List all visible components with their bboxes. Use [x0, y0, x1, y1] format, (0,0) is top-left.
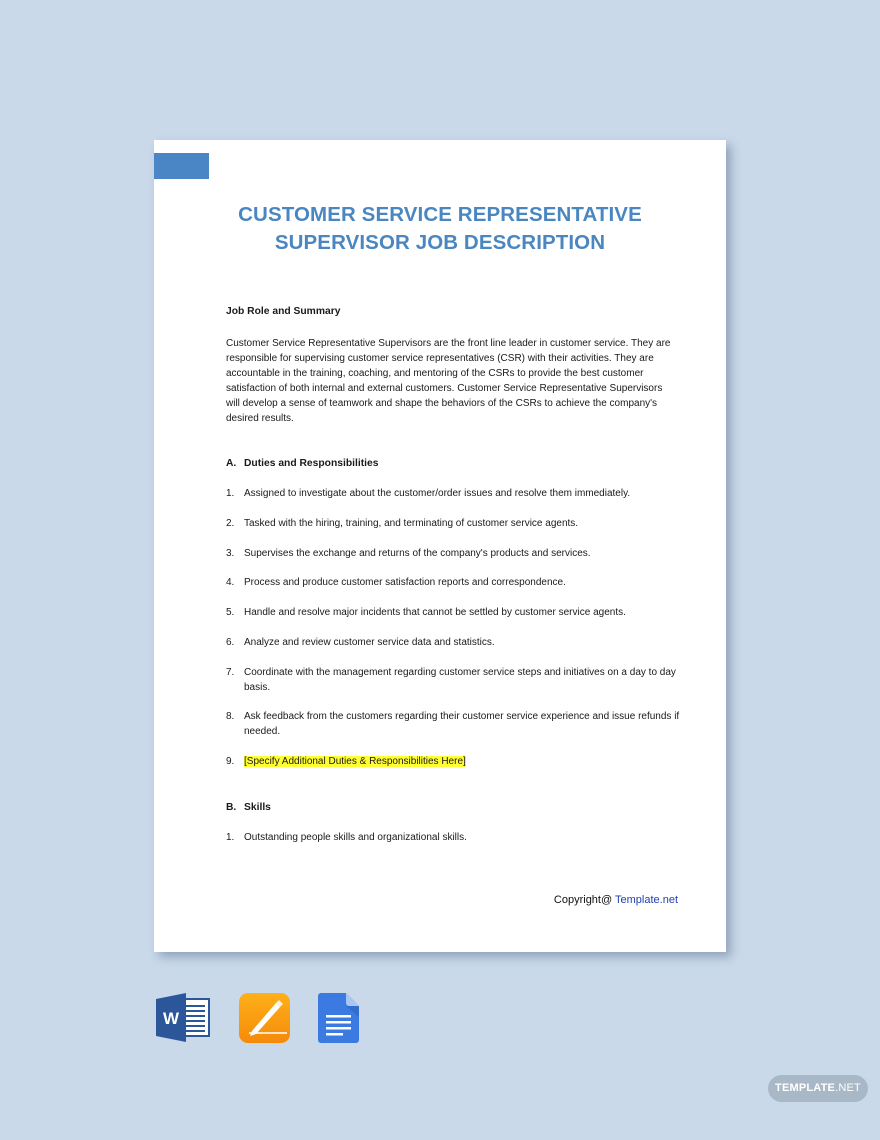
summary-line: will develop a sense of teamwork and shape the behaviors of the CSRs to achieve the company's — [226, 398, 658, 409]
summary-line: responsible for supervising customer service representatives (CSR) with their activities. They are — [226, 353, 654, 364]
summary-line: Customer Service Representative Supervisors are the front line leader in customer service. They are — [226, 338, 671, 349]
watermark-bold: TEMPLATE — [775, 1082, 836, 1094]
google-docs-icon[interactable] — [318, 993, 359, 1044]
summary-paragraph — [226, 336, 686, 426]
list-item — [226, 486, 686, 501]
copyright-prefix: Copyright@ — [553, 894, 616, 906]
placeholder-highlight: [Specify Additional Duties & Responsibilities Here] — [244, 756, 466, 767]
item-number: 6. — [226, 637, 235, 648]
section-title: Duties and Responsibilities — [244, 458, 379, 469]
item-text: Coordinate with the management regarding customer service steps and initiatives on a day to day basis. — [244, 667, 676, 693]
summary-line: desired results. — [226, 413, 294, 424]
list-item — [226, 665, 686, 695]
item-text: Supervises the exchange and returns of the company's products and services. — [244, 548, 591, 559]
template-net-link[interactable]: Template.net — [615, 894, 678, 906]
list-item — [226, 830, 686, 845]
item-text: Assigned to investigate about the customer/order issues and resolve them immediately. — [244, 488, 631, 499]
item-text: Tasked with the hiring, training, and terminating of customer service agents. — [244, 518, 579, 529]
summary-line: satisfaction of both internal and external customers. Customer Service Representative Supervisors — [226, 383, 663, 394]
summary-line: accountable in the training, coaching, and mentoring of the CSRs to provide the best customer — [226, 368, 644, 379]
apple-pages-icon[interactable] — [239, 993, 290, 1044]
item-text: Analyze and review customer service data and statistics. — [244, 637, 495, 648]
list-item — [226, 709, 686, 739]
watermark-light: .NET — [835, 1082, 861, 1094]
template-net-watermark[interactable] — [768, 1075, 868, 1102]
microsoft-word-icon[interactable] — [156, 993, 210, 1042]
list-item — [226, 635, 686, 650]
document-page — [154, 140, 726, 952]
accent-bar — [154, 153, 209, 179]
list-item — [226, 546, 686, 561]
skills-list — [226, 830, 686, 845]
item-number: 3. — [226, 548, 235, 559]
item-number: 8. — [226, 711, 235, 722]
item-number: 5. — [226, 607, 235, 618]
list-item — [226, 605, 686, 620]
duties-list — [226, 486, 686, 769]
list-item — [226, 754, 686, 769]
item-number: 7. — [226, 667, 235, 678]
document-body — [226, 304, 686, 845]
section-b-heading — [226, 800, 686, 815]
section-a-heading — [226, 456, 686, 471]
summary-heading: Job Role and Summary — [226, 306, 341, 317]
item-number: 9. — [226, 756, 235, 767]
list-item — [226, 516, 686, 531]
copyright-notice — [554, 894, 678, 906]
item-text: Process and produce customer satisfaction reports and correspondence. — [244, 577, 566, 588]
item-number: 2. — [226, 518, 235, 529]
item-number: 1. — [226, 488, 235, 499]
item-number: 4. — [226, 577, 235, 588]
title-line-1: CUSTOMER SERVICE REPRESENTATIVE — [238, 203, 642, 226]
item-text: Outstanding people skills and organizational skills. — [244, 832, 467, 843]
document-title — [154, 201, 726, 257]
item-text: Ask feedback from the customers regarding their customer service experience and issue refunds if needed. — [244, 711, 680, 737]
item-number: 1. — [226, 832, 235, 843]
section-letter: B. — [226, 802, 237, 813]
list-item — [226, 575, 686, 590]
section-letter: A. — [226, 458, 237, 469]
word-letter: W — [162, 1009, 180, 1028]
title-line-2: SUPERVISOR JOB DESCRIPTION — [274, 231, 606, 254]
item-text: Handle and resolve major incidents that cannot be settled by customer service agents. — [244, 607, 626, 618]
section-title: Skills — [244, 802, 271, 813]
